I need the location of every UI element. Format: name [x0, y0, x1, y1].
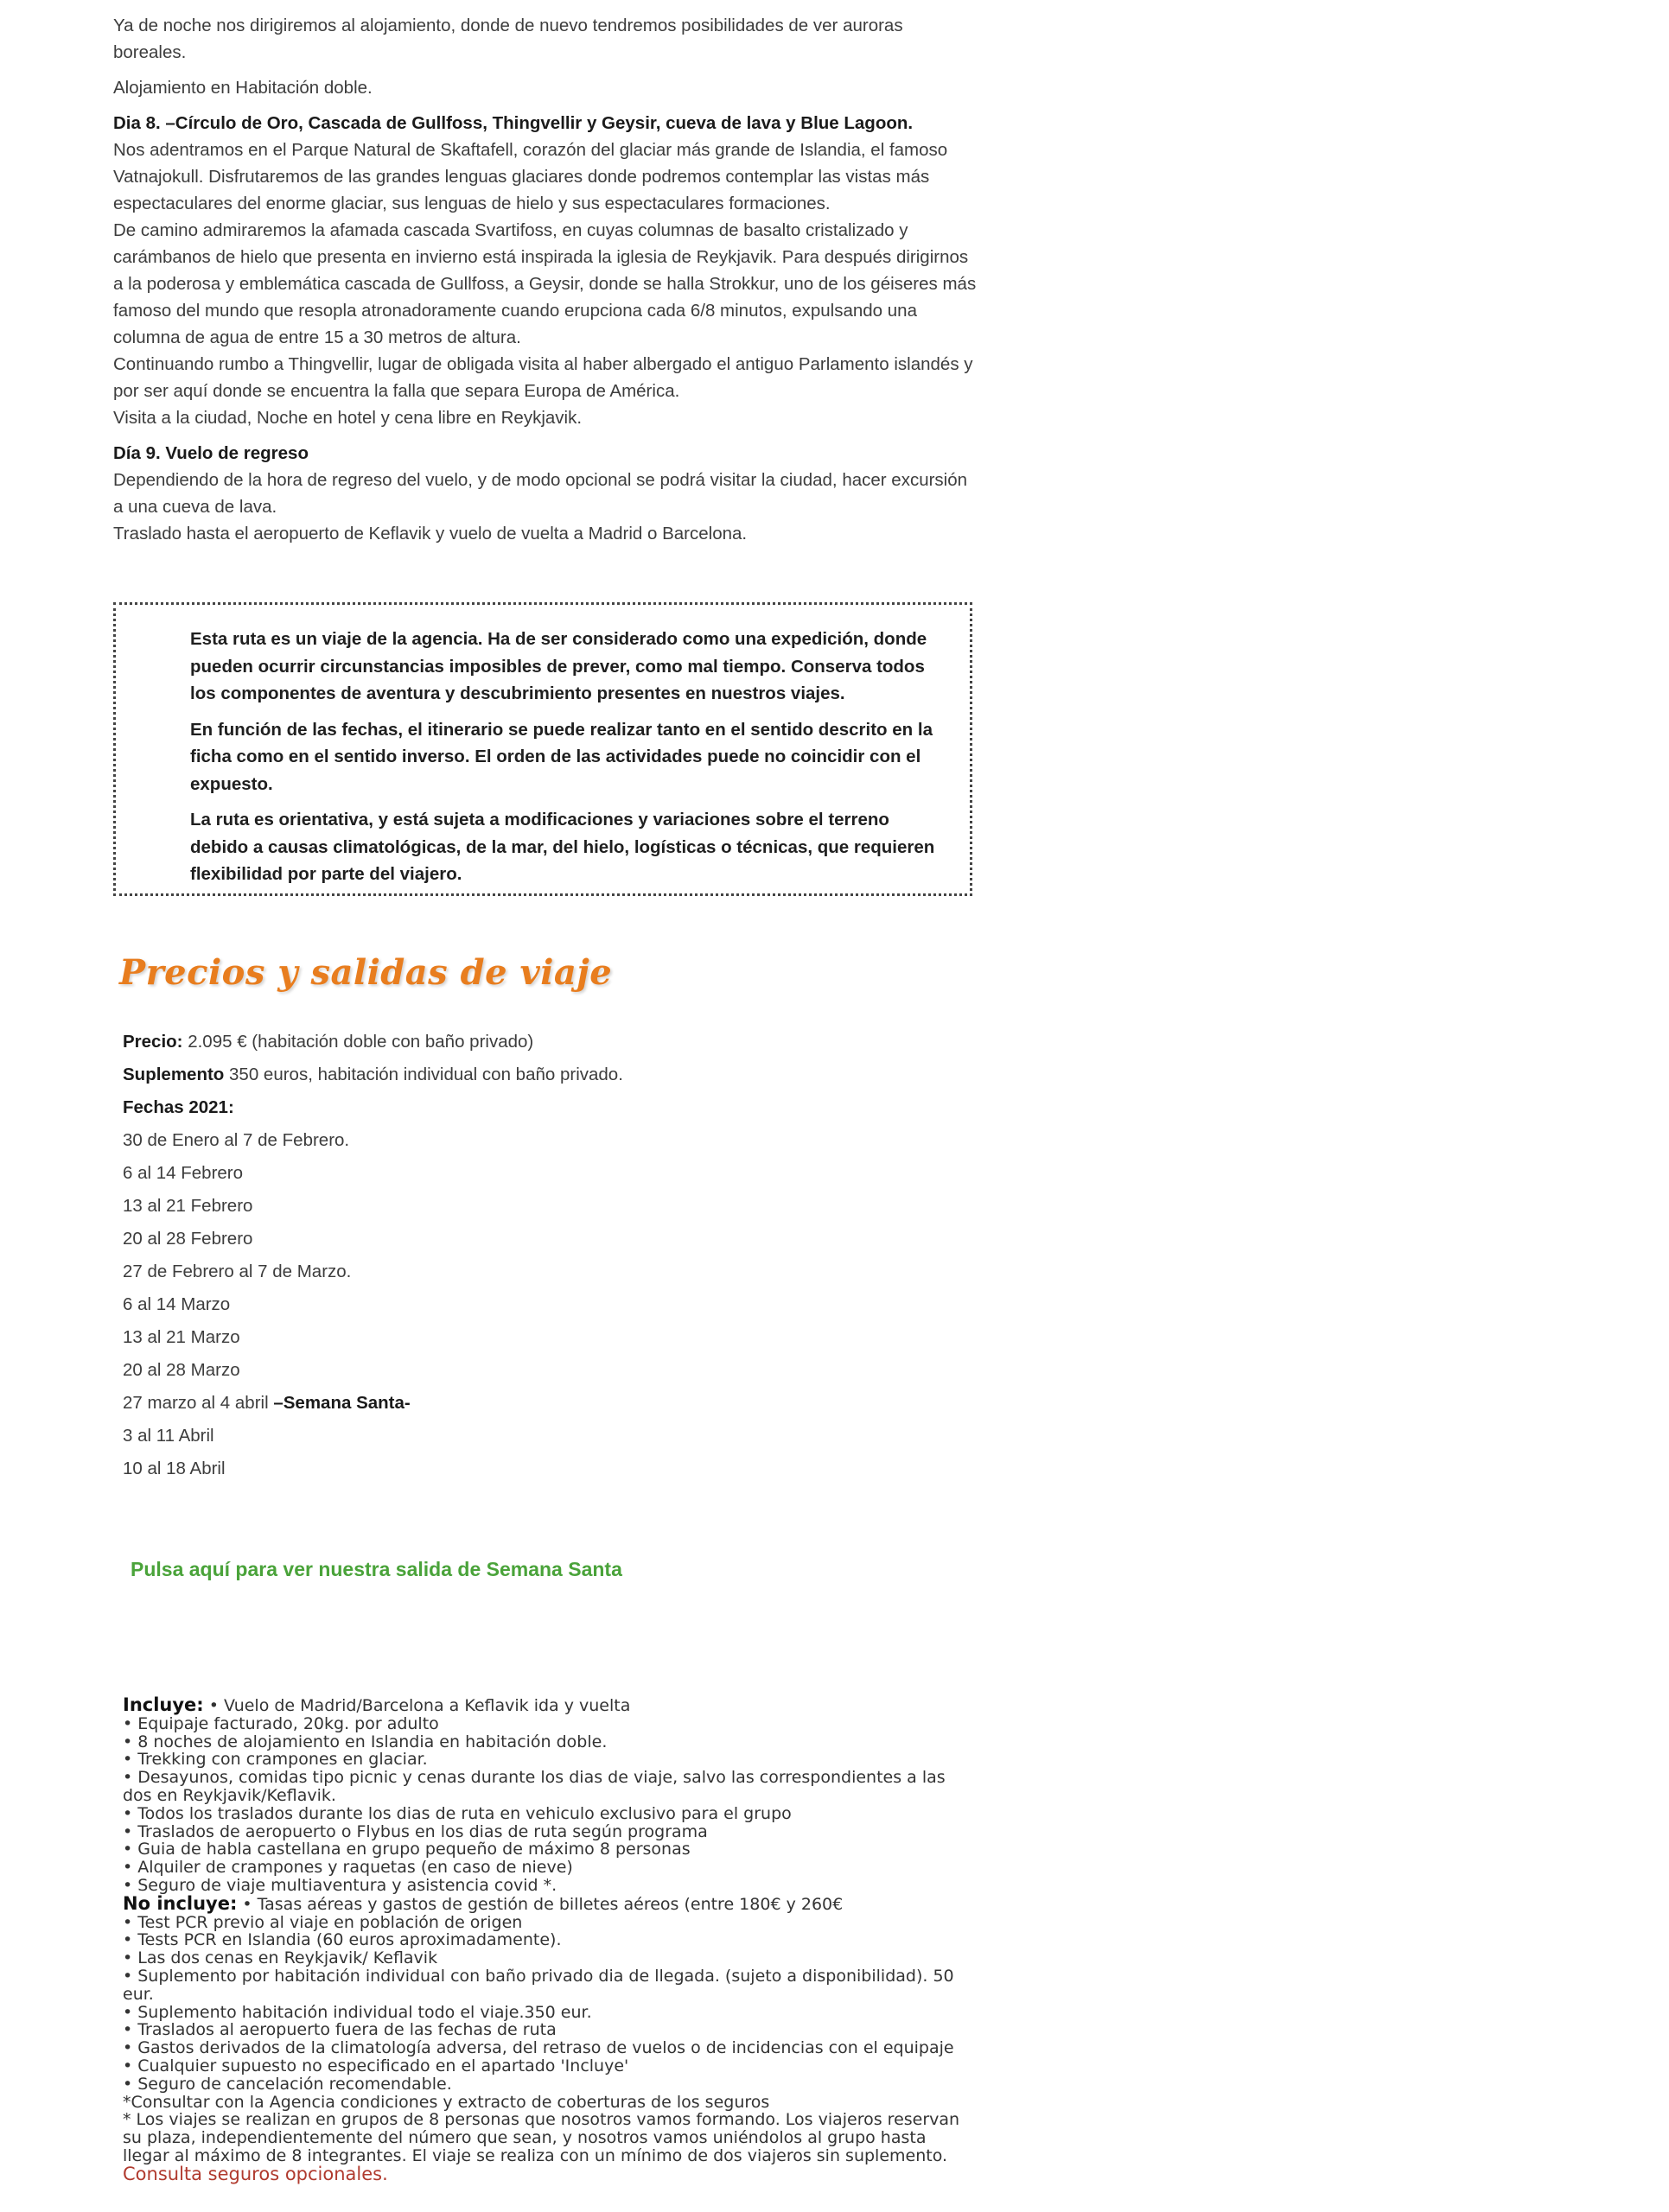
excludes-item: • Las dos cenas en Reykjavik/ Keflavik: [123, 1948, 438, 1968]
supplement-value: 350 euros, habitación individual con baño privado.: [224, 1065, 623, 1084]
notice-paragraph: La ruta es orientativa, y está sujeta a modificaciones y variaciones sobre el terreno debido a causas climatológicas, de la mar, del hielo, logísticas o técnicas, que requieren flexibilidad por parte del viajero.: [190, 810, 935, 884]
day-8-paragraph: Nos adentramos en el Parque Natural de Skaftafell, corazón del glaciar más grande de Islandia, el famoso Vatnajokull. Disfrutaremos de las grandes lenguas glaciares donde podremos contemplar las vistas más espectaculares del enorme glaciar, sus lenguas de hielo y sus espectaculares formaciones.: [113, 140, 948, 213]
date-item: 10 al 18 Abril: [123, 1459, 226, 1478]
date-item: 6 al 14 Marzo: [123, 1294, 231, 1314]
supplement-label: Suplemento: [123, 1065, 225, 1084]
date-item-easter: [123, 1387, 901, 1420]
day-8-paragraph: Visita a la ciudad, Noche en hotel y cena libre en Reykjavik.: [113, 408, 583, 428]
day-8-title: Dia 8. –Círculo de Oro, Cascada de Gullfoss, Thingvellir y Geysir, cueva de lava y Blue Lagoon.: [113, 113, 914, 133]
includes-item: • Alquiler de crampones y raquetas (en caso de nieve): [123, 1858, 573, 1878]
excludes-item: • Gastos derivados de la climatología adversa, del retraso de vuelos o de incidencias con el equipaje: [123, 2038, 954, 2058]
excludes-item: • Seguro de cancelación recomendable.: [123, 2074, 452, 2094]
includes-item: • Todos los traslados durante los dias de ruta en vehiculo exclusivo para el grupo: [123, 1803, 792, 1823]
excludes-item: • Traslados al aeropuerto fuera de las fechas de ruta: [123, 2020, 557, 2040]
excludes-first-line: [123, 1892, 970, 1914]
insurance-note: *Consultar con la Agencia condiciones y extracto de coberturas de los seguros: [123, 2092, 770, 2112]
day-8-paragraph: De camino admiraremos la afamada cascada Svartifoss, en cuyas columnas de basalto cristalizado y carámbanos de hielo que presenta en invierno está inspirada la iglesia de Reykjavik. Para después dirigirnos a la poderosa y emblemática cascada de Gullfoss, a Geysir, donde se halla Strokkur, uno de los géiseres más famoso del mundo que resopla atronadoramente cuando erupciona cada 6/8 minutos, expulsando una columna de agua de entre 15 a 30 metros de altura.: [113, 220, 977, 347]
optional-insurance-link[interactable]: Consulta seguros opcionales.: [123, 2163, 388, 2184]
includes-item: • Seguro de viaje multiaventura y asistencia covid *.: [123, 1875, 557, 1895]
night-text: Ya de noche nos dirigiremos al alojamiento, donde de nuevo tendremos posibilidades de ver auroras boreales.: [113, 16, 903, 62]
includes-label: Incluye:: [123, 1694, 204, 1715]
includes-item: • Equipaje facturado, 20kg. por adulto: [123, 1713, 439, 1733]
excludes-item: • Suplemento por habitación individual con baño privado dia de llegada. (sujeto a disponibilidad). 50 eur.: [123, 1966, 954, 2004]
excludes-item: • Tests PCR en Islandia (60 euros aproximadamente).: [123, 1930, 562, 1950]
day-9-title: Día 9. Vuelo de regreso: [113, 443, 309, 463]
date-item: 6 al 14 Febrero: [123, 1163, 244, 1183]
day-9-paragraph: Traslado hasta el aeropuerto de Keflavik y vuelo de vuelta a Madrid o Barcelona.: [113, 524, 748, 543]
itinerary-section: [113, 12, 978, 547]
price-value: 2.095 € (habitación doble con baño privado): [182, 1032, 534, 1052]
includes-first-line: [123, 1696, 970, 1715]
excludes-item: • Cualquier supuesto no especificado en el apartado 'Incluye': [123, 2056, 629, 2075]
notice-paragraph: En función de las fechas, el itinerario se puede realizar tanto en el sentido descrito en la ficha como en el sentido inverso. El orden de las actividades puede no coincidir con el expuesto.: [190, 719, 933, 794]
easter-departure-link[interactable]: Pulsa aquí para ver nuestra salida de Semana Santa: [131, 1558, 622, 1580]
notice-paragraph: Esta ruta es un viaje de la agencia. Ha de ser considerado como una expedición, donde pueden ocurrir circunstancias imposibles de prever, como mal tiempo. Conserva todos los componentes de aventura y descubrimiento presentes en nuestros viajes.: [190, 629, 927, 703]
date-item: 30 de Enero al 7 de Febrero.: [123, 1130, 350, 1150]
date-item: 13 al 21 Febrero: [123, 1196, 253, 1216]
includes-item: • Desayunos, comidas tipo picnic y cenas durante los dias de viaje, salvo las correspondientes a las dos en Reykjavik/Keflavik.: [123, 1768, 946, 1805]
prices-section: [123, 1026, 901, 1485]
notice-box: [113, 602, 972, 896]
excludes-item: • Suplemento habitación individual todo el viaje.350 eur.: [123, 2002, 592, 2022]
date-item: 20 al 28 Febrero: [123, 1229, 253, 1249]
date-item: 3 al 11 Abril: [123, 1426, 214, 1446]
lodging-text: Alojamiento en Habitación doble.: [113, 78, 373, 98]
includes-item: • Vuelo de Madrid/Barcelona a Keflavik ida y vuelta: [203, 1696, 631, 1715]
price-row: [123, 1026, 901, 1058]
date-item: 27 de Febrero al 7 de Marzo.: [123, 1262, 352, 1281]
includes-item: • Trekking con crampones en glaciar.: [123, 1750, 428, 1770]
excludes-label: No incluye:: [123, 1892, 238, 1914]
includes-item: • 8 noches de alojamiento en Islandia en habitación doble.: [123, 1732, 608, 1751]
includes-item: • Guia de habla castellana en grupo pequeño de máximo 8 personas: [123, 1840, 691, 1859]
easter-label: –Semana Santa-: [273, 1393, 411, 1413]
notice-content: [190, 626, 951, 897]
price-label: Precio:: [123, 1032, 183, 1052]
includes-section: [123, 1696, 970, 2184]
group-note: * Los viajes se realizan en grupos de 8 personas que nosotros vamos formando. Los viajeros reservan su plaza, independientemente del número que sean, y nosotros vamos uniéndolos al grupo hasta llegar al máximo de 8 integrantes. El viaje se realiza con un mínimo de dos viajeros sin suplemento.: [123, 2110, 960, 2165]
day-9: [113, 440, 978, 547]
dates-label: Fechas 2021:: [123, 1097, 234, 1117]
easter-date: 27 marzo al 4 abril: [123, 1393, 274, 1413]
day-8-paragraph: Continuando rumbo a Thingvellir, lugar de obligada visita al haber albergado el antiguo Parlamento islandés y por ser aquí donde se encuentra la falla que separa Europa de América.: [113, 354, 973, 401]
dates-label-row: [123, 1091, 901, 1124]
day-8: [113, 110, 978, 431]
day-9-paragraph: Dependiendo de la hora de regreso del vuelo, y de modo opcional se podrá visitar la ciudad, hacer excursión a una cueva de lava.: [113, 470, 968, 517]
excludes-item: • Test PCR previo al viaje en población de origen: [123, 1912, 523, 1932]
excludes-item: • Tasas aéreas y gastos de gestión de billetes aéreos (entre 180€ y 260€: [237, 1894, 844, 1914]
supplement-row: [123, 1058, 901, 1091]
includes-item: • Traslados de aeropuerto o Flybus en los dias de ruta según programa: [123, 1821, 708, 1841]
date-item: 20 al 28 Marzo: [123, 1360, 240, 1380]
prices-heading: Precios y salidas de viaje: [119, 952, 613, 993]
date-item: 13 al 21 Marzo: [123, 1327, 240, 1347]
